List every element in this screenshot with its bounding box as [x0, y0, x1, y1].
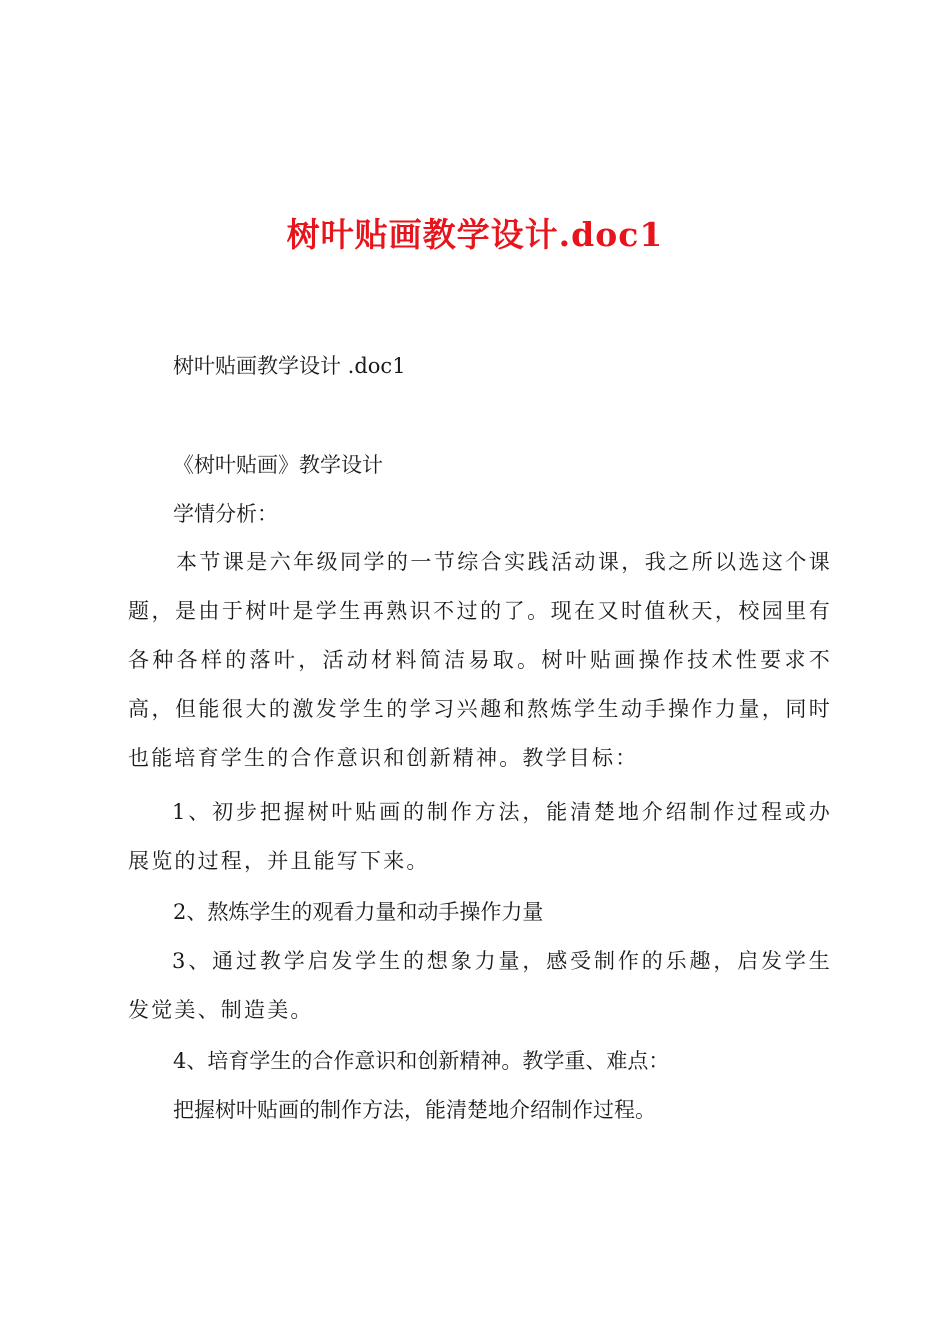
- analysis-paragraph: 本节课是六年级同学的一节综合实践活动课，我之所以选这个课题，是由于树叶是学生再熟识不过的了。现在又时值秋天，校园里有各种各样的落叶，活动材料简洁易取。树叶贴画操作技术性要求不高，但能很大的激发学生的学习兴趣和熬炼学生动手操作力量，同时也能培育学生的合作意识和创新精神。教学目标：: [128, 550, 832, 770]
- document-title: 树叶贴画教学设计.doc1: [286, 215, 664, 254]
- goal-item-2: 2、熬炼学生的观看力量和动手操作力量: [173, 900, 544, 924]
- key-point-line: 把握树叶贴画的制作方法，能清楚地介绍制作过程。: [173, 1098, 656, 1122]
- goal-item-1: 1、初步把握树叶贴画的制作方法，能清楚地介绍制作过程或办展览的过程，并且能写下来。: [128, 800, 832, 873]
- goal-item-3: 3、通过教学启发学生的想象力量，感受制作的乐趣，启发学生发觉美、制造美。: [128, 949, 832, 1022]
- subtitle-line: 树叶贴画教学设计 .doc1: [173, 354, 406, 378]
- goal-item-4: 4、培育学生的合作意识和创新精神。教学重、难点：: [173, 1049, 670, 1073]
- design-heading: 《树叶贴画》教学设计: [173, 453, 383, 477]
- analysis-heading: 学情分析：: [173, 502, 278, 526]
